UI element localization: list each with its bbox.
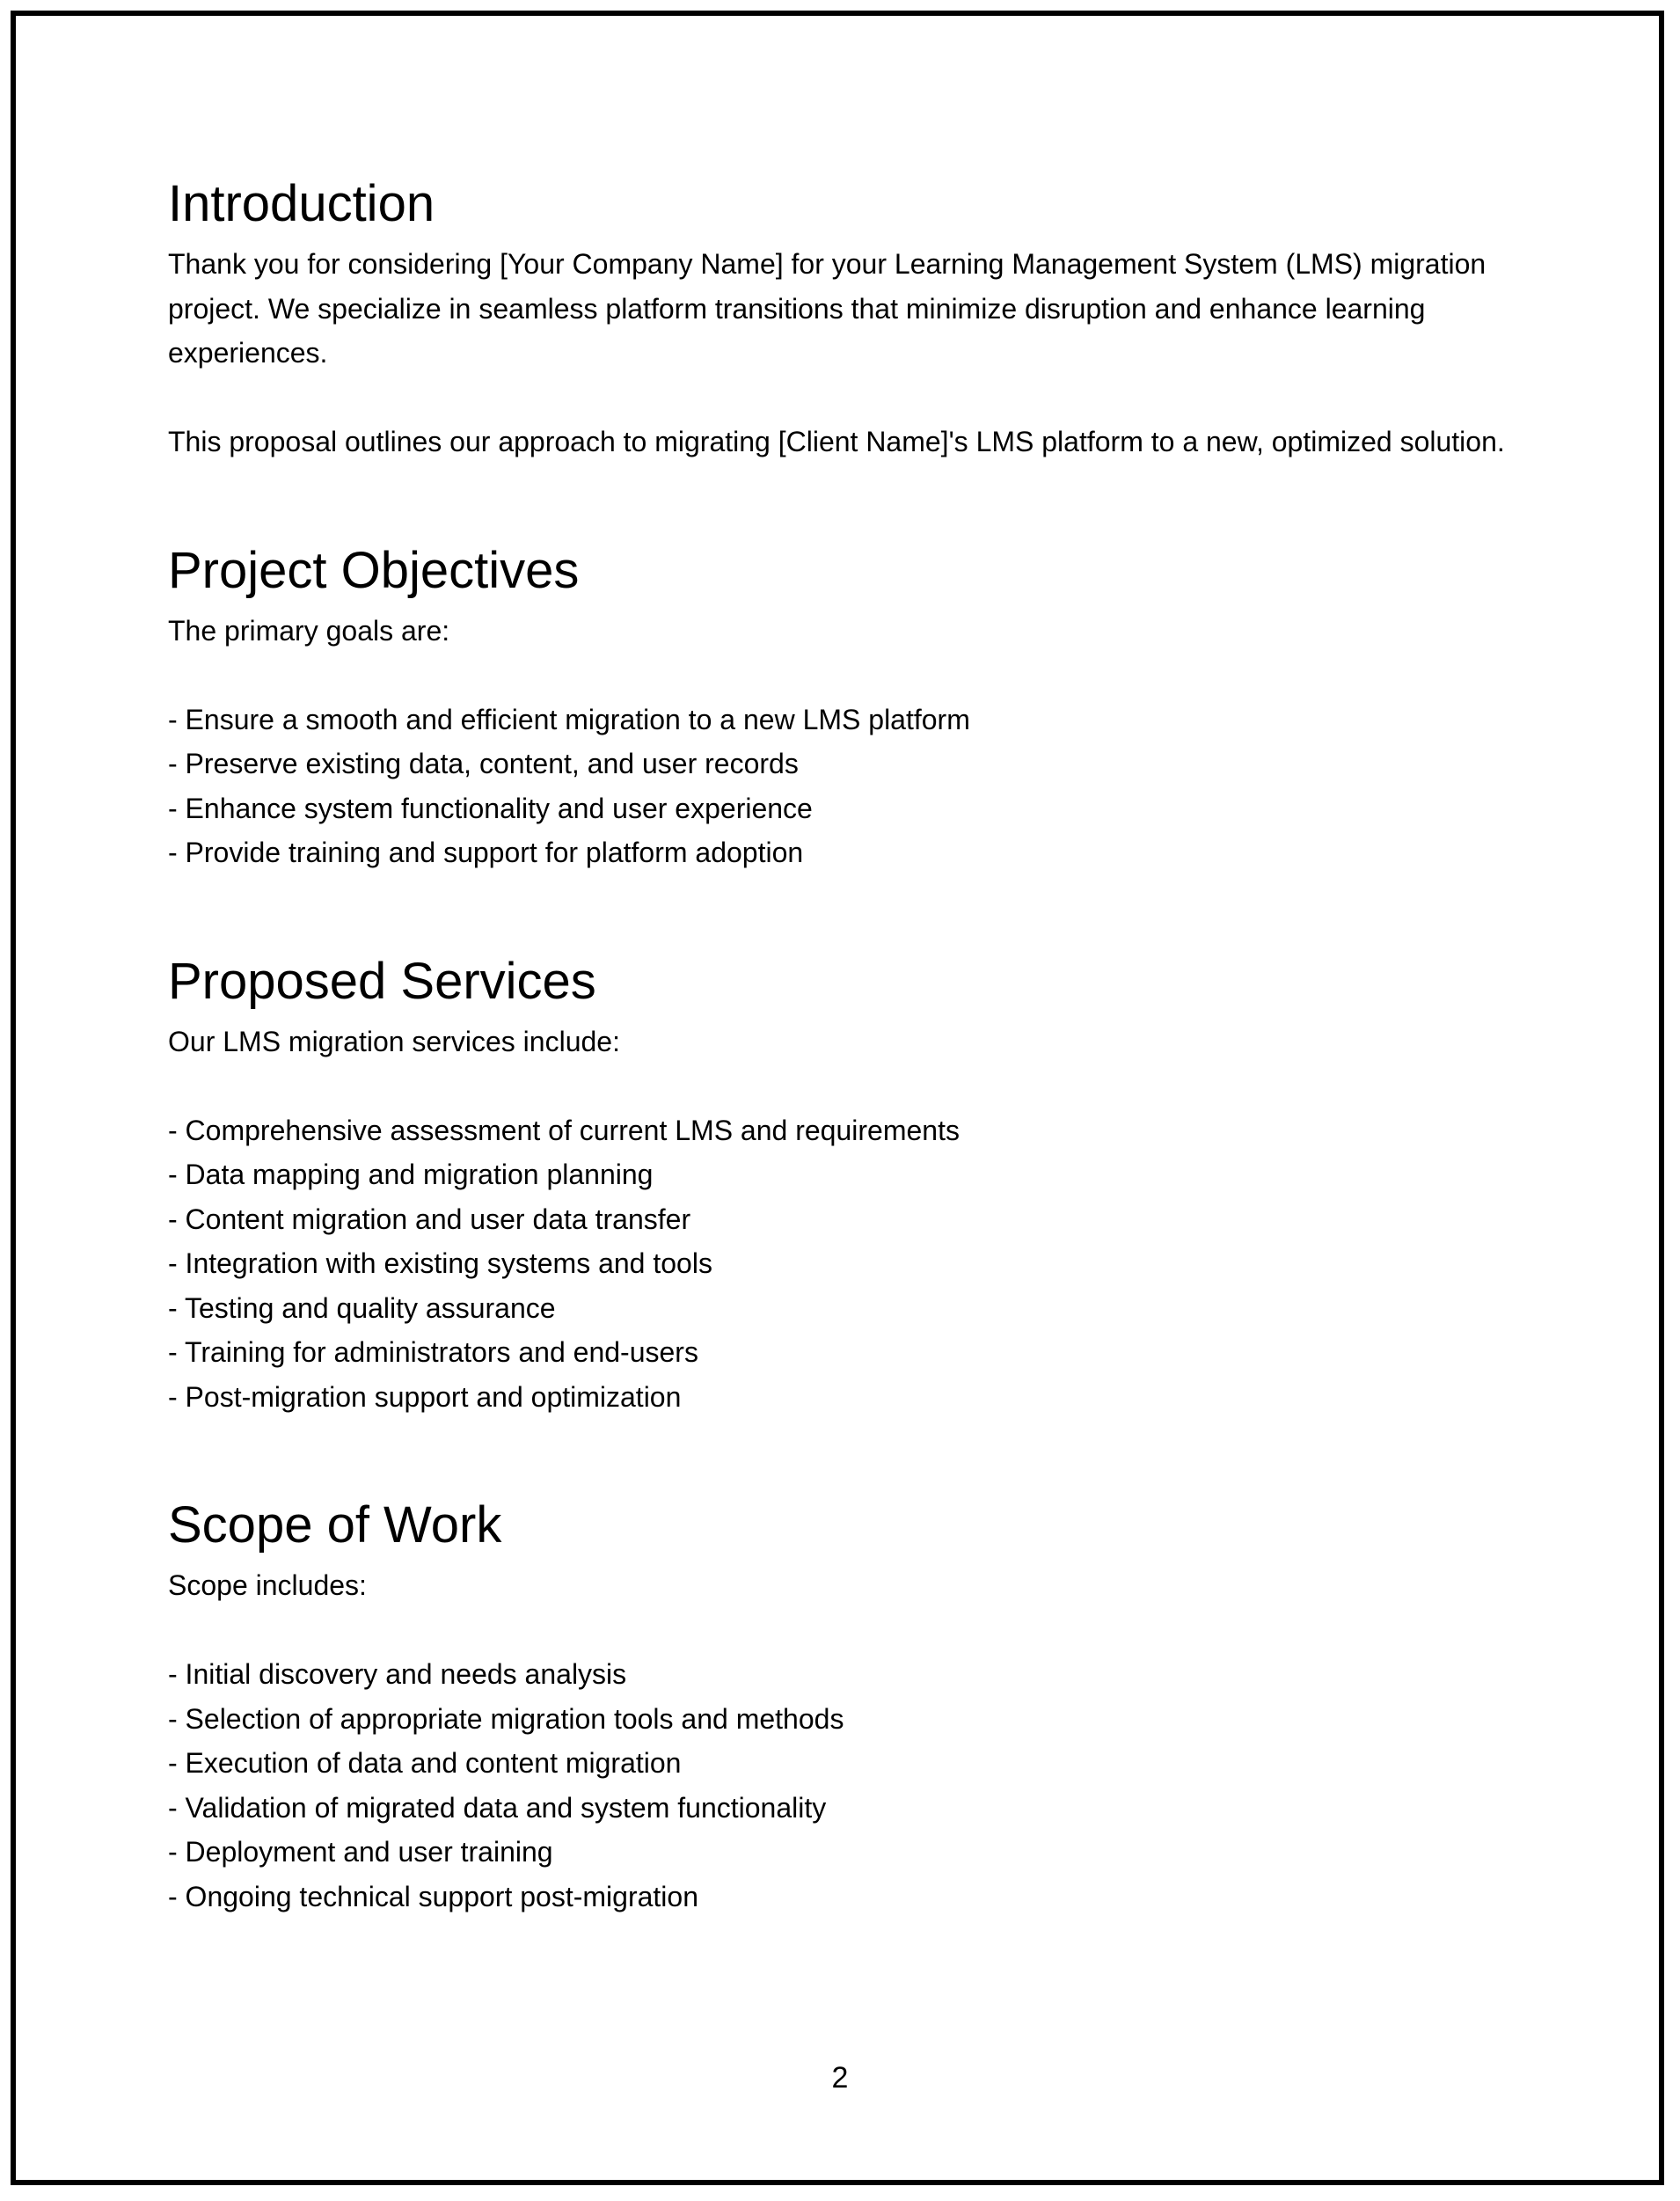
- heading-scope-of-work: Scope of Work: [168, 1496, 502, 1554]
- list-item: - Enhance system functionality and user experience: [168, 792, 813, 824]
- page-number: 2: [831, 2061, 849, 2095]
- list-item: - Execution of data and content migration: [168, 1747, 682, 1779]
- heading-proposed-services: Proposed Services: [168, 952, 596, 1010]
- scope-intro: Scope includes:: [168, 1569, 367, 1601]
- list-item: - Selection of appropriate migration tools and methods: [168, 1702, 844, 1735]
- list-item: - Provide training and support for platform adoption: [168, 837, 804, 868]
- list-item: - Comprehensive assessment of current LMS and requirements: [168, 1114, 960, 1146]
- section-scope-of-work: [168, 1493, 1540, 1919]
- objectives-intro: The primary goals are:: [168, 614, 450, 647]
- section-introduction: [168, 172, 1540, 464]
- list-item: - Data mapping and migration planning: [168, 1159, 654, 1190]
- document-body: [168, 172, 1540, 1919]
- objectives-list: [168, 698, 1540, 875]
- services-intro: Our LMS migration services include:: [168, 1025, 620, 1057]
- list-item: - Ongoing technical support post-migration: [168, 1880, 698, 1912]
- heading-introduction: Introduction: [168, 175, 435, 232]
- intro-paragraph-1: Thank you for considering [Your Company Name] for your Learning Management System (LMS) migration project. We specialize in seamless platform transitions that minimize disruption and enhance learning experiences.: [168, 248, 1486, 369]
- scope-list: [168, 1652, 1540, 1919]
- list-item: - Preserve existing data, content, and user records: [168, 748, 799, 779]
- list-item: - Testing and quality assurance: [168, 1291, 556, 1324]
- list-item: - Content migration and user data transfer: [168, 1203, 691, 1235]
- section-project-objectives: [168, 538, 1540, 875]
- list-item: - Training for administrators and end-users: [168, 1336, 698, 1368]
- intro-paragraph-2: This proposal outlines our approach to migrating [Client Name]'s LMS platform to a new, optimized solution.: [168, 426, 1505, 457]
- list-item: - Initial discovery and needs analysis: [168, 1658, 627, 1690]
- list-item: - Ensure a smooth and efficient migration to a new LMS platform: [168, 703, 970, 735]
- list-item: - Validation of migrated data and system functionality: [168, 1791, 827, 1824]
- list-item: - Post-migration support and optimization: [168, 1380, 682, 1413]
- services-list: [168, 1108, 1540, 1420]
- list-item: - Deployment and user training: [168, 1836, 553, 1868]
- section-proposed-services: [168, 949, 1540, 1420]
- list-item: - Integration with existing systems and tools: [168, 1247, 712, 1279]
- heading-project-objectives: Project Objectives: [168, 541, 580, 599]
